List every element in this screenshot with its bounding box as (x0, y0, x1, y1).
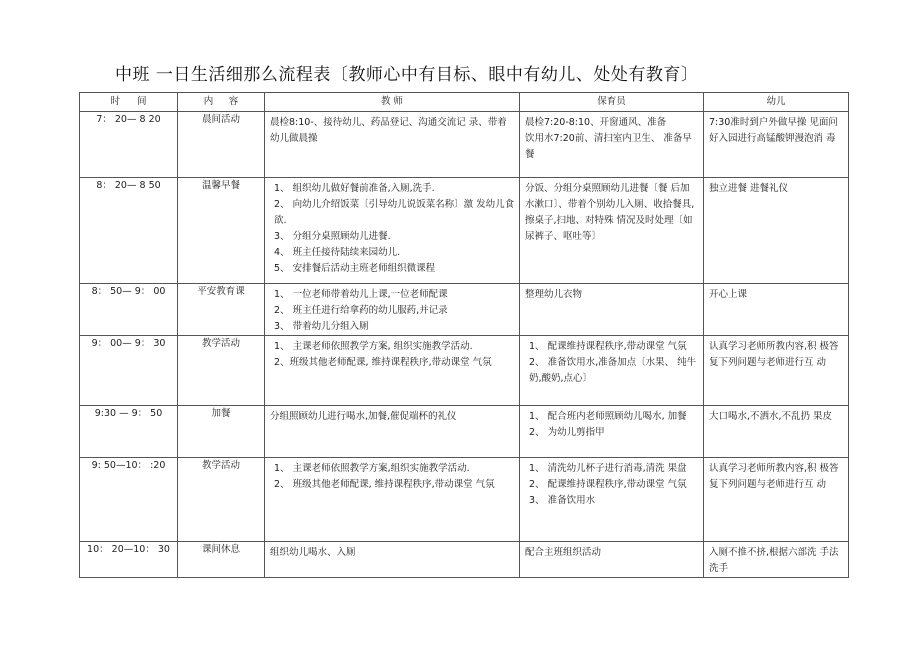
caregiver-cell (520, 284, 704, 336)
time-cell: 7： 20— 8 20 (80, 112, 178, 178)
time-cell: 10： 20—10： 30 (80, 542, 178, 578)
caregiver-cell (520, 406, 704, 458)
table-row (80, 112, 849, 178)
activity-cell: 教学活动 (178, 336, 265, 406)
activity-cell: 加餐 (178, 406, 265, 458)
teacher-cell (265, 178, 520, 284)
child-cell (704, 542, 849, 578)
teacher-line: 4、 班主任接待陆续来园幼儿. (274, 247, 401, 258)
child-line: 独立进餐 进餐礼仪 (709, 183, 789, 194)
child-cell (704, 406, 849, 458)
caregiver-cell (520, 112, 704, 178)
schedule-table (79, 92, 849, 578)
table-row (80, 458, 849, 542)
child-line: 大口喝水,不洒水,不乱扔 果皮 (709, 411, 833, 422)
caregiver-line: 3、 准备饮用水 (529, 495, 596, 506)
teacher-line: 2、班级其他老师配课, 维持课程秩序,带动课堂 气氛 (274, 357, 492, 368)
table-header-row (80, 93, 849, 112)
teacher-cell (265, 458, 520, 542)
teacher-line: 1、 主课老师依照教学方案, 组织实施教学活动. (274, 341, 473, 352)
caregiver-line: 2、 为幼儿剪指甲 (529, 427, 605, 438)
child-cell (704, 336, 849, 406)
table-row (80, 336, 849, 406)
time-cell: 9:30 — 9： 50 (80, 406, 178, 458)
child-cell (704, 178, 849, 284)
teacher-cell (265, 284, 520, 336)
activity-cell: 教学活动 (178, 458, 265, 542)
teacher-cell (265, 406, 520, 458)
child-cell (704, 284, 849, 336)
header-caregiver: 保育员 (520, 93, 704, 112)
activity-cell: 平安教育课 (178, 284, 265, 336)
teacher-cell (265, 112, 520, 178)
page-title: 中班 一日生活细那么流程表〔教师心中有目标、眼中有幼儿、处处有教育〕 (115, 65, 699, 85)
child-line: 入厕不推不挤,根据六部洗 手法洗手 (709, 547, 839, 574)
caregiver-line: 分饭、分组分桌照顾幼儿进餐〔餐 后加水漱口〕、带着个别幼儿入厕、收拾餐具,擦桌子,扫地、对特殊 情况及时处理〔如尿裤子、呕吐等〕 (525, 183, 695, 242)
teacher-line: 1、 组织幼儿做好餐前准备,入厕,洗手. (274, 183, 435, 194)
child-cell (704, 458, 849, 542)
header-child: 幼儿 (704, 93, 849, 112)
activity-cell: 课间休息 (178, 542, 265, 578)
time-cell: 8： 50— 9： 00 (80, 284, 178, 336)
child-line: 认真学习老师所教内容,积 极答复下列问题与老师进行互 动 (709, 463, 839, 490)
activity-cell: 晨间活动 (178, 112, 265, 178)
teacher-cell (265, 542, 520, 578)
caregiver-line: 晨检7:20-8:10、开窗通风、准备 (525, 117, 667, 128)
caregiver-cell (520, 336, 704, 406)
teacher-line: 1、 主课老师依照教学方案,组织实施教学活动. (274, 463, 470, 474)
time-cell: 9: 50—10： :20 (80, 458, 178, 542)
teacher-line: 1、 一位老师带着幼儿上课,一位老师配课 (274, 289, 448, 300)
time-cell: 8： 20— 8 50 (80, 178, 178, 284)
child-line: 7:30准时到户外做早操 见面问好入园进行高锰酸钾漫泡消 毒 (709, 117, 838, 144)
child-line: 开心上课 (709, 289, 748, 300)
caregiver-cell (520, 178, 704, 284)
teacher-cell (265, 336, 520, 406)
time-cell: 9： 00— 9： 30 (80, 336, 178, 406)
teacher-line: 组织幼儿喝水、入厕 (270, 547, 356, 558)
table-row (80, 284, 849, 336)
caregiver-cell (520, 458, 704, 542)
child-cell (704, 112, 849, 178)
caregiver-line: 1、 配合班内老师照顾幼儿喝水, 加餐 (529, 411, 687, 422)
table-row (80, 542, 849, 578)
caregiver-line: 饮用水7:20前、清扫室内卫生、 准备早餐 (525, 133, 692, 160)
teacher-line: 5、 安排餐后活动主班老师组织微课程 (274, 263, 436, 274)
child-line: 认真学习老师所教内容,积 极答复下列问题与老师进行互 动 (709, 341, 839, 368)
caregiver-line: 1、 清洗幼儿杯子进行消毒,清洗 果盘 (529, 463, 687, 474)
caregiver-line: 整理幼儿衣物 (525, 289, 583, 300)
caregiver-line: 2、 准备饮用水,准备加点〔水果、 纯牛奶,酸奶,点心〕 (529, 357, 697, 384)
caregiver-line: 2、 配课维持课程秩序,带动课堂 气氛 (529, 479, 687, 490)
table-row (80, 178, 849, 284)
header-teacher: 教 师 (265, 93, 520, 112)
teacher-line: 3、 分组分桌照顾幼儿进餐. (274, 231, 391, 242)
teacher-line: 分组照顾幼儿进行喝水,加餐,催促端杯的礼仪 (270, 411, 457, 422)
teacher-line: 晨检8:10-、接待幼儿、药品登记、沟通交流记 录、带着幼儿做晨操 (270, 117, 507, 144)
teacher-line: 2、 向幼儿介绍饭菜〔引导幼儿说饭菜名称〕激 发幼儿食欲. (274, 199, 515, 226)
header-content: 内 容 (178, 93, 265, 112)
caregiver-line: 配合主班组织活动 (525, 547, 602, 558)
caregiver-cell (520, 542, 704, 578)
teacher-line: 2、 班主任进行给拿药的幼儿服药,并记录 (274, 305, 448, 316)
table-row (80, 406, 849, 458)
teacher-line: 3、 带着幼儿分组入厕 (274, 321, 369, 332)
teacher-line: 2、 班级其他老师配课, 维持课程秩序,带动课堂 气氛 (274, 479, 495, 490)
header-time: 时 间 (80, 93, 178, 112)
caregiver-line: 1、 配课维持课程秩序,带动课堂 气氛 (529, 341, 687, 352)
activity-cell: 温馨早餐 (178, 178, 265, 284)
